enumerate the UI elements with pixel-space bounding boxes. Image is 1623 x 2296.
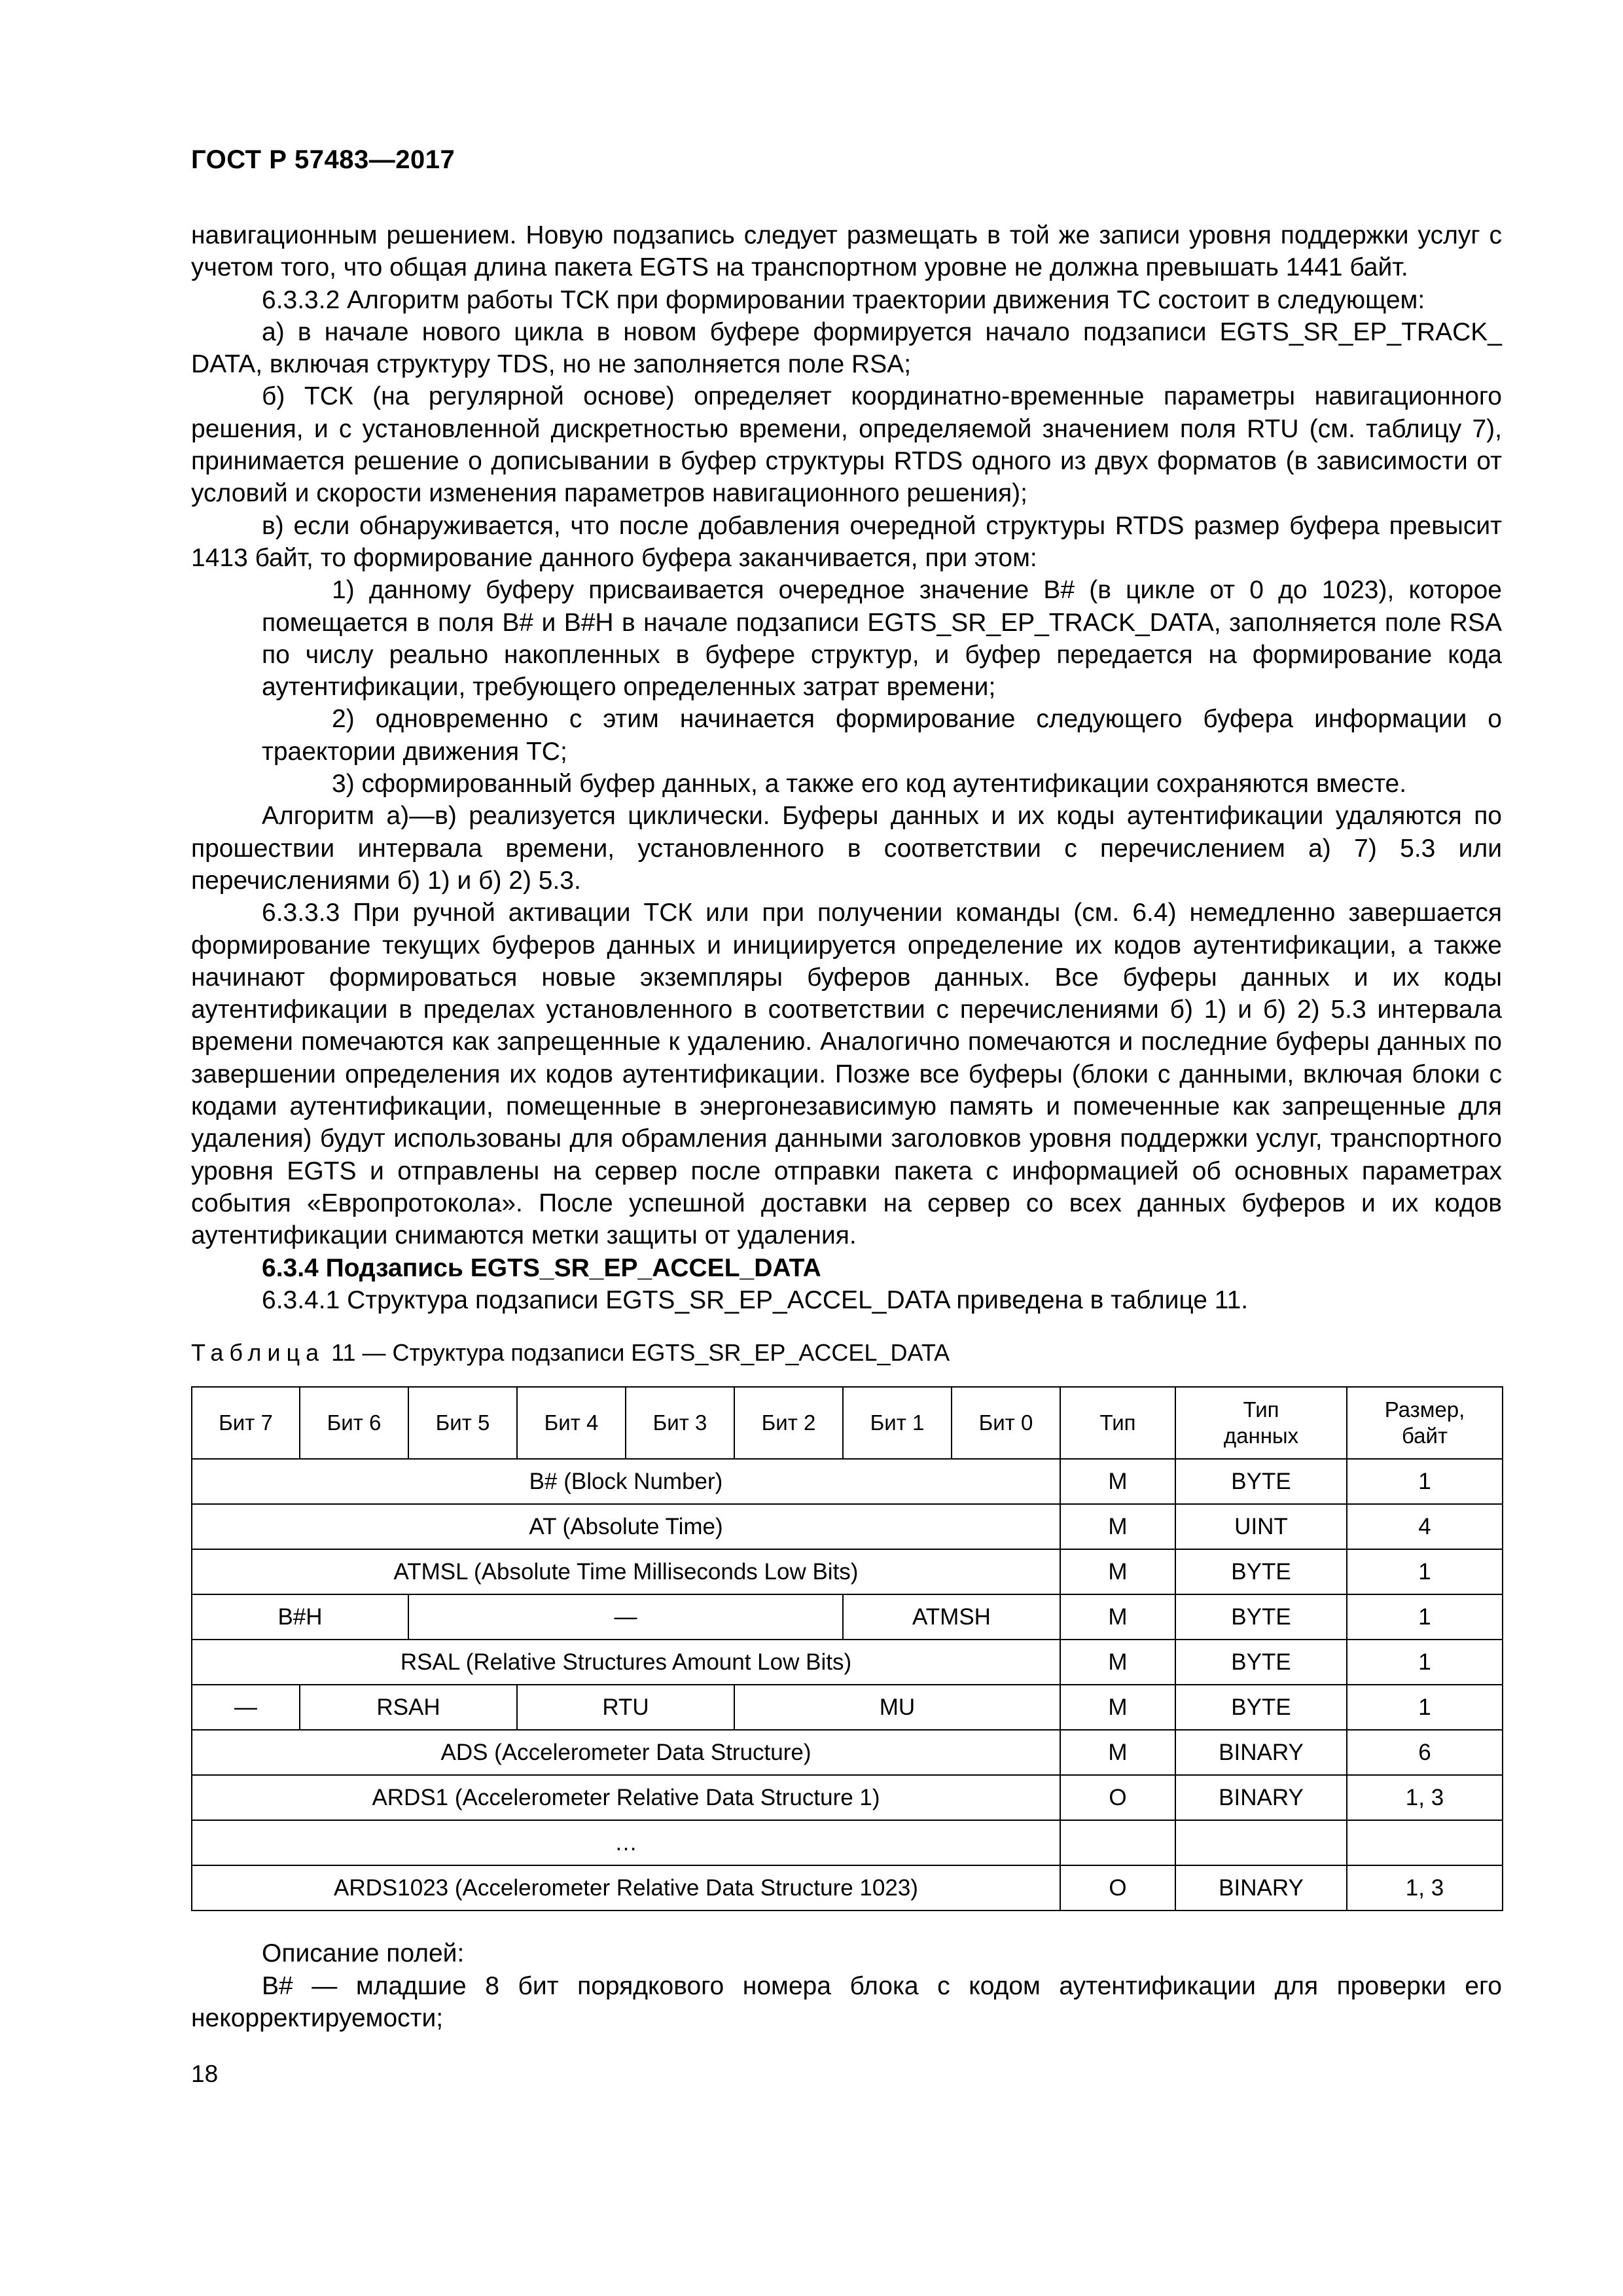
data-type-cell: BINARY: [1175, 1730, 1347, 1775]
sub-list-item: 2) одновременно с этим начинается формирование следующего буфера информации о траектории движения ТС;: [262, 705, 1502, 766]
type-cell: M: [1060, 1730, 1175, 1775]
type-cell: M: [1060, 1640, 1175, 1685]
table-row: [192, 1459, 1503, 1504]
header-cell: Бит 3: [626, 1387, 734, 1459]
data-type-cell: UINT: [1175, 1504, 1347, 1549]
field-cell: ARDS1 (Accelerometer Relative Data Structure 1): [192, 1775, 1060, 1820]
header-cell: Бит 1: [843, 1387, 952, 1459]
size-cell: 1, 3: [1347, 1775, 1503, 1820]
field-cell: …: [192, 1820, 1060, 1865]
list-item: б) ТСК (на регулярной основе) определяет координатно-временные параметры навигационного решения, и с установленной дискретностью времени, определяемой значением поля RTU (см. таблицу 7), принимается решение о дописывании в буфер структуры RTDS одного из двух форматов (в зависимости от условий и скорости изменения параметров навигационного решения);: [191, 382, 1502, 508]
field-cell: ATMSL (Absolute Time Milliseconds Low Bits): [192, 1549, 1060, 1594]
field-cell: B#H: [192, 1594, 408, 1640]
header-cell-size: Размер, байт: [1347, 1387, 1503, 1459]
field-cell: ATMSH: [843, 1594, 1060, 1640]
data-type-cell: BYTE: [1175, 1685, 1347, 1730]
data-type-cell: BINARY: [1175, 1775, 1347, 1820]
header-cell: Бит 6: [300, 1387, 408, 1459]
body-text: [191, 219, 1502, 1316]
paragraph: 6.3.3.2 Алгоритм работы ТСК при формировании траектории движения ТС состоит в следующем:: [262, 285, 1425, 314]
type-cell: M: [1060, 1549, 1175, 1594]
paragraph: 6.3.3.3 При ручной активации ТСК или при получении команды (см. 6.4) немедленно завершается формирование текущих буферов данных и инициируется определение их кодов аутентификации, а также начинают формироваться новые экземпляры буферов данных. Все буферы данных и их коды аутентификации в пределах установленного в соответствии с перечислениями б) 1) и б) 2) 5.3 интервала времени помечаются как запрещенные к удалению. Аналогично помечаются и последние буферы данных по завершении определения их кодов аутентификации. Позже все буферы (блоки с данными, включая блоки с кодами аутентификации, помещенные в энергонезависимую память и помеченные как запрещенные для удаления) будут использованы для обрамления данными заголовков уровня поддержки услуг, транспортного уровня EGTS и отправлены на сервер после отправки пакета с информацией об основных параметрах события «Европротокола». После успешной доставки на сервер со всех данных буферов и их кодов аутентификации снимаются метки защиты от удаления.: [191, 899, 1502, 1250]
standard-code-header: ГОСТ Р 57483—2017: [191, 145, 455, 174]
data-type-cell: BYTE: [1175, 1549, 1347, 1594]
table-row: [192, 1820, 1503, 1865]
field-cell: MU: [734, 1685, 1060, 1730]
header-cell: Бит 7: [192, 1387, 300, 1459]
after-table-text: [191, 1937, 1502, 2035]
data-type-cell: BYTE: [1175, 1594, 1347, 1640]
table-row: [192, 1775, 1503, 1820]
table-row: [192, 1640, 1503, 1685]
field-cell: AT (Absolute Time): [192, 1504, 1060, 1549]
field-cell: ARDS1023 (Accelerometer Relative Data Structure 1023): [192, 1865, 1060, 1910]
list-item: в) если обнаруживается, что после добавления очередной структуры RTDS размер буфера превысит 1413 байт, то формирование данного буфера заканчивается, при этом:: [191, 511, 1502, 572]
paragraph: B# — младшие 8 бит порядкового номера блока с кодом аутентификации для проверки его некорректируемости;: [191, 1971, 1502, 2032]
field-cell: RSAL (Relative Structures Amount Low Bits): [192, 1640, 1060, 1685]
table-caption: [191, 1339, 950, 1367]
data-type-cell: BYTE: [1175, 1640, 1347, 1685]
table-row: [192, 1730, 1503, 1775]
table-caption-text: 11 — Структура подзаписи EGTS_SR_EP_ACCEL_DATA: [331, 1339, 950, 1366]
type-cell: M: [1060, 1594, 1175, 1640]
field-cell: —: [192, 1685, 300, 1730]
size-cell: 1: [1347, 1459, 1503, 1504]
field-cell: ADS (Accelerometer Data Structure): [192, 1730, 1060, 1775]
table-row: [192, 1594, 1503, 1640]
field-cell: RTU: [517, 1685, 734, 1730]
paragraph: Алгоритм а)—в) реализуется циклически. Буферы данных и их коды аутентификации удаляются по прошествии интервала времени, установленного в соответствии с перечислением а) 7) 5.3 или перечислениями б) 1) и б) 2) 5.3.: [191, 802, 1502, 895]
table-row: [192, 1865, 1503, 1910]
header-cell: Тип: [1060, 1387, 1175, 1459]
field-cell: B# (Block Number): [192, 1459, 1060, 1504]
data-type-cell: BYTE: [1175, 1459, 1347, 1504]
type-cell: O: [1060, 1865, 1175, 1910]
table-row: [192, 1504, 1503, 1549]
size-cell: 1: [1347, 1640, 1503, 1685]
size-cell: [1347, 1820, 1503, 1865]
data-type-cell: BINARY: [1175, 1865, 1347, 1910]
list-item: а) в начале нового цикла в новом буфере формируется начало подзаписи EGTS_SR_EP_TRACK_ DATA, включая структуру TDS, но не заполняется поле RSA;: [191, 317, 1502, 379]
paragraph: Описание полей:: [262, 1939, 465, 1967]
header-cell: Бит 2: [734, 1387, 843, 1459]
structure-table: [191, 1386, 1503, 1911]
table-row: [192, 1685, 1503, 1730]
type-cell: M: [1060, 1504, 1175, 1549]
header-cell: Бит 4: [517, 1387, 626, 1459]
table-caption-label: Таблица: [191, 1339, 325, 1366]
type-cell: [1060, 1820, 1175, 1865]
table-header-row: [192, 1387, 1503, 1459]
table-row: [192, 1549, 1503, 1594]
field-cell: RSAH: [300, 1685, 517, 1730]
sub-list-item: 3) сформированный буфер данных, а также его код аутентификации сохраняются вместе.: [332, 770, 1407, 798]
paragraph: навигационным решением. Новую подзапись следует размещать в той же записи уровня поддержки услуг с учетом того, что общая длина пакета EGTS на транспортном уровне не должна превышать 1441 байт.: [191, 221, 1502, 282]
type-cell: O: [1060, 1775, 1175, 1820]
page-number: 18: [191, 2060, 219, 2087]
size-cell: 1: [1347, 1594, 1503, 1640]
section-heading: 6.3.4 Подзапись EGTS_SR_EP_ACCEL_DATA: [262, 1253, 821, 1282]
type-cell: M: [1060, 1685, 1175, 1730]
field-cell: —: [408, 1594, 843, 1640]
data-type-cell: [1175, 1820, 1347, 1865]
header-cell-data-type: Тип данных: [1175, 1387, 1347, 1459]
size-cell: 1: [1347, 1549, 1503, 1594]
header-cell: Бит 0: [952, 1387, 1060, 1459]
size-cell: 4: [1347, 1504, 1503, 1549]
sub-list-item: 1) данному буферу присваивается очередное значение B# (в цикле от 0 до 1023), которое помещается в поля B# и B#H в начале подзаписи EGTS_SR_EP_TRACK_DATA, заполняется поле RSA по числу реально накопленных в буфере структур, и буфер передается на формирование кода аутентификации, требующего определенных затрат времени;: [262, 576, 1502, 702]
paragraph: 6.3.4.1 Структура подзаписи EGTS_SR_EP_ACCEL_DATA приведена в таблице 11.: [262, 1285, 1249, 1314]
type-cell: M: [1060, 1459, 1175, 1504]
size-cell: 1: [1347, 1685, 1503, 1730]
size-cell: 6: [1347, 1730, 1503, 1775]
size-cell: 1, 3: [1347, 1865, 1503, 1910]
header-cell: Бит 5: [408, 1387, 517, 1459]
